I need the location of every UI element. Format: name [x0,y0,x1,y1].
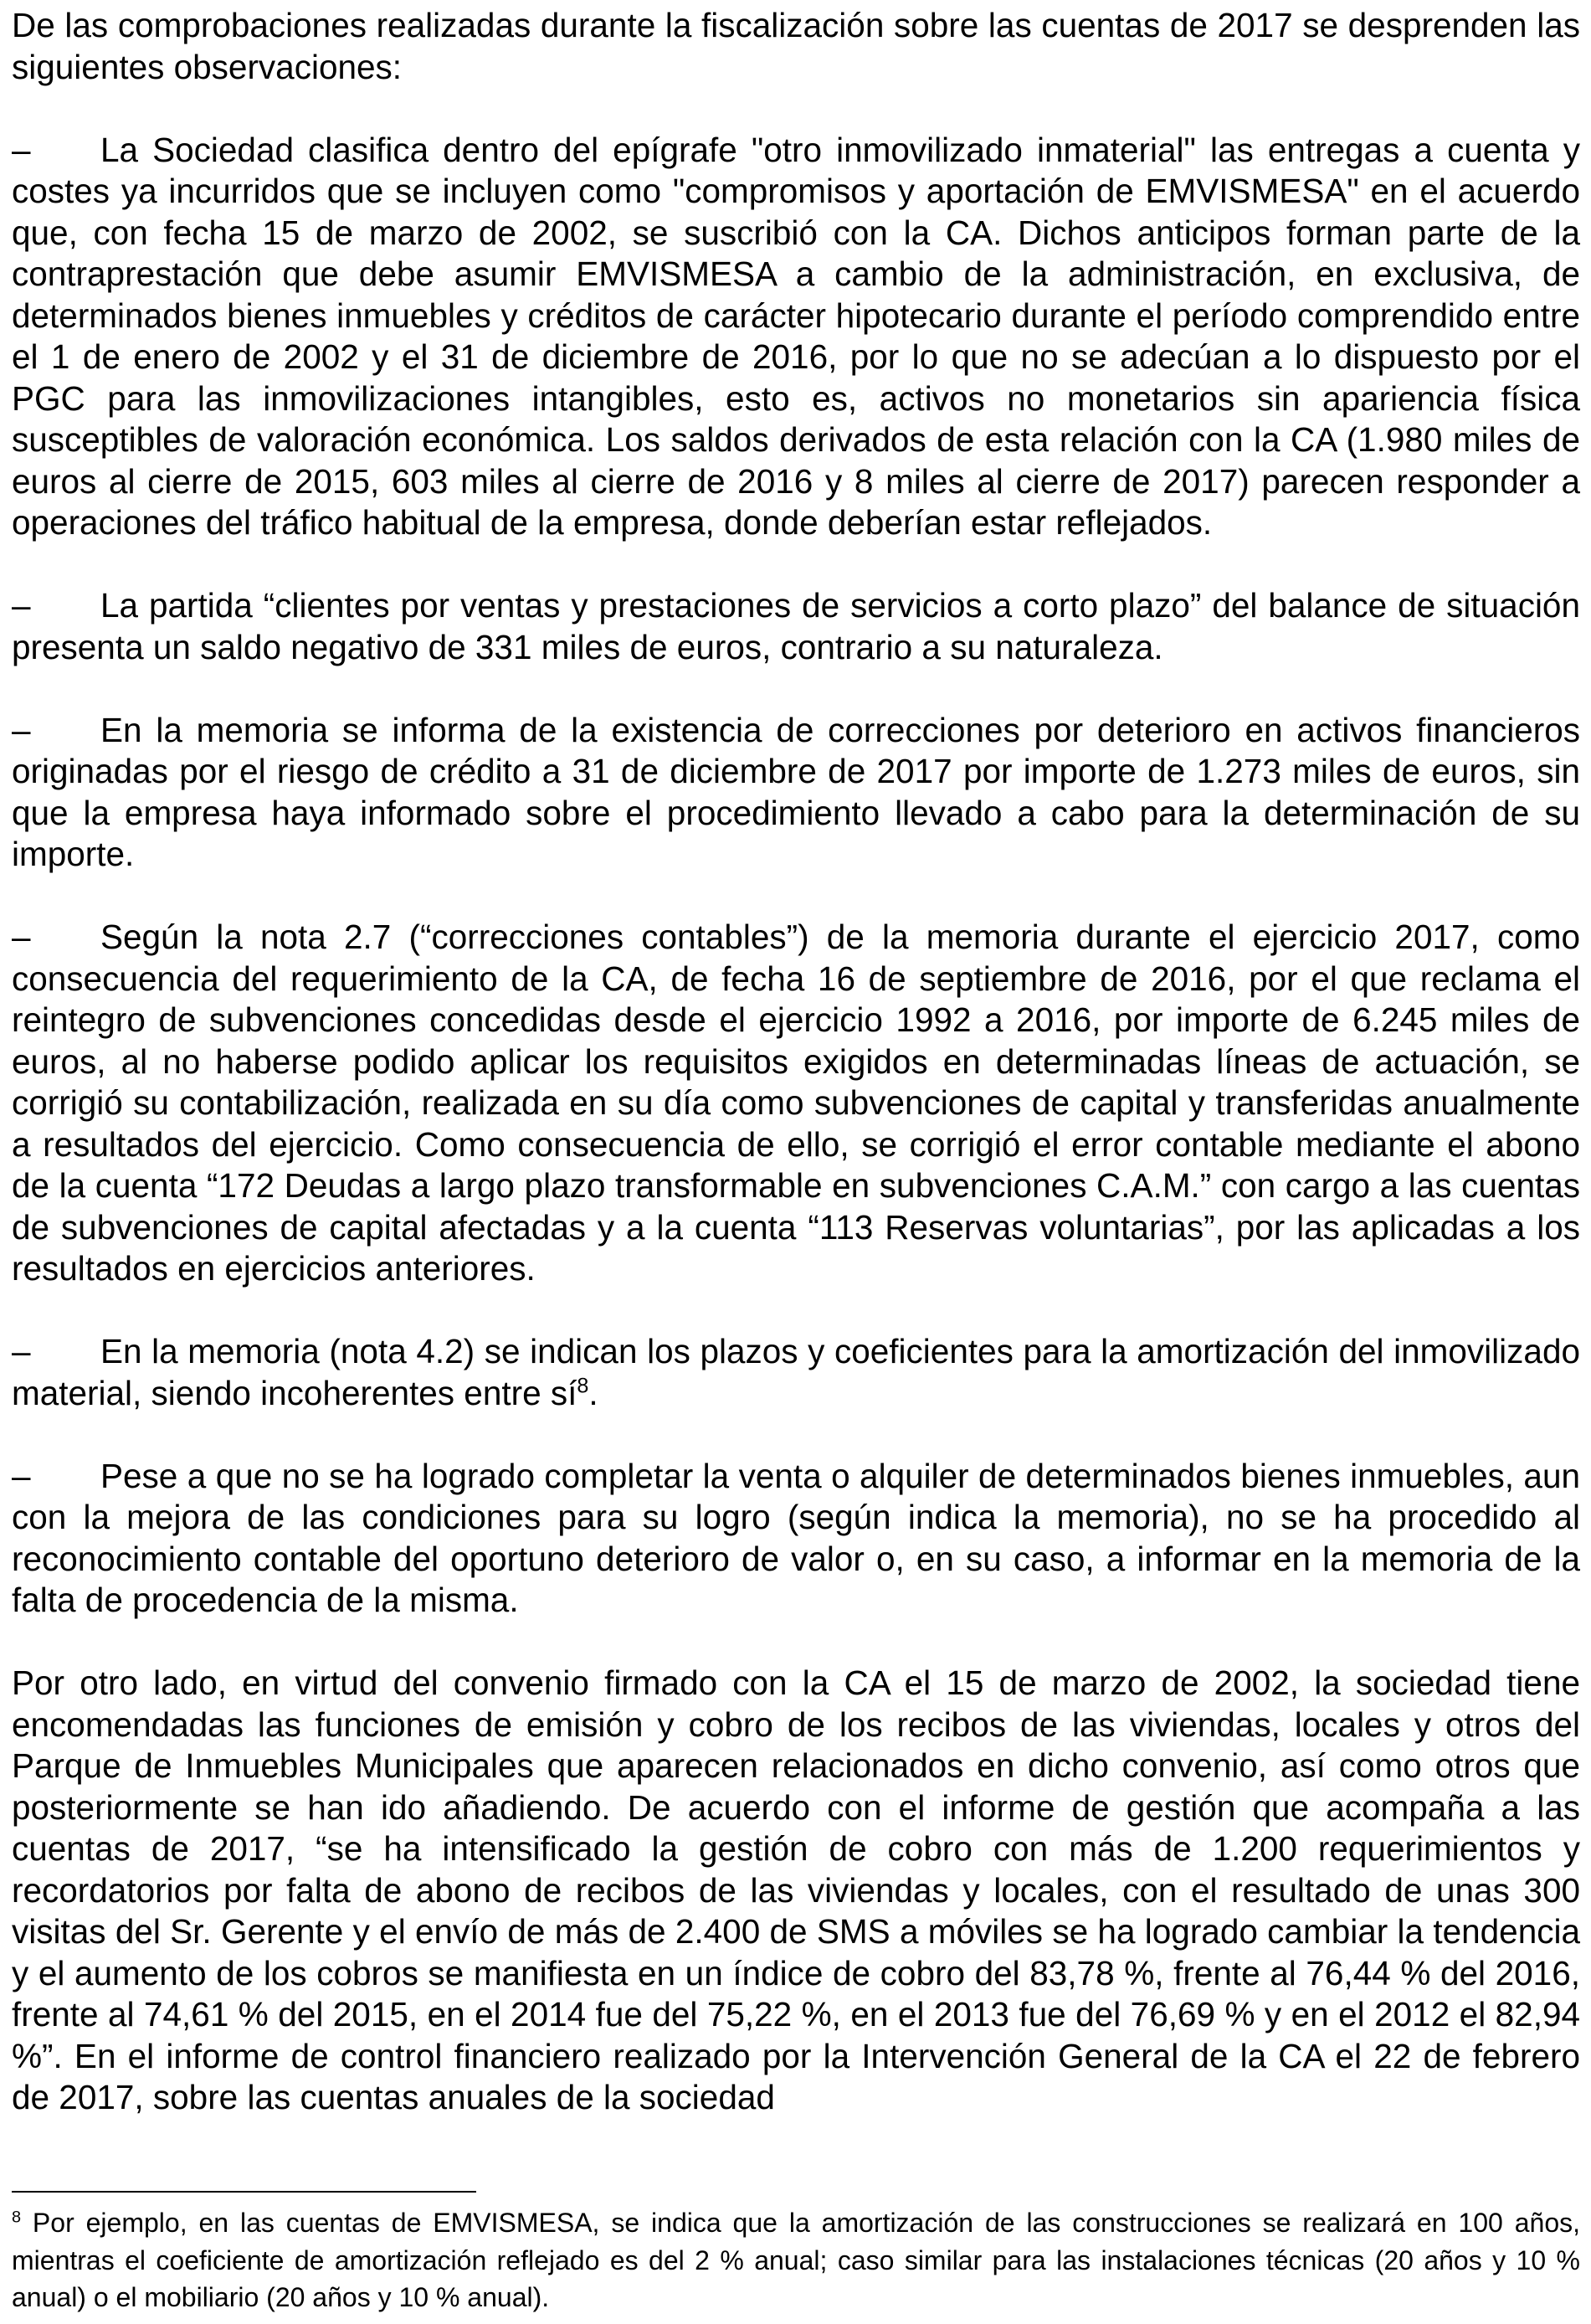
closing-paragraph: Por otro lado, en virtud del convenio firmado con la CA el 15 de marzo de 2002, la sociedad tiene encomendadas las funciones de emisión y cobro de los recibos de las viviendas, locales y otros del Parque de Inmuebles Municipales que aparecen relacionados en dicho convenio, así como otros que posteriormente se han ido añadiendo. De acuerdo con el informe de gestión que acompaña a las cuentas de 2017, “se ha intensificado la gestión de cobro con más de 1.200 requerimientos y recordatorios por falta de abono de recibos de las viviendas y locales, con el resultado de unas 300 visitas del Sr. Gerente y el envío de más de 2.400 de SMS a móviles se ha logrado cambiar la tendencia y el aumento de los cobros se manifiesta en un índice de cobro del 83,78 %, frente al 76,44 % del 2016, frente al 74,61 % del 2015, en el 2014 fue del 75,22 %, en el 2013 fue del 76,69 % y en el 2012 el 82,94 %”. En el informe de control financiero realizado por la Intervención General de la CA el 22 de febrero de 2017, sobre las cuentas anuales de la sociedad [12,1663,1580,2116]
bullet-marker: – [12,1456,31,1495]
bullet-text-4: Según la nota 2.7 (“correcciones contables”) de la memoria durante el ejercicio 2017, como consecuencia del requerimiento de la CA, de fecha 16 de septiembre de 2016, por el que reclama el reintegro de subvenciones concedidas desde el ejercicio 1992 a 2016, por importe de 6.245 miles de euros, al no haberse podido aplicar los requisitos exigidos en determinadas líneas de actuación, se corrigió su contabilización, realizada en su día como subvenciones de capital y transferidas anualmente a resultados del ejercicio. Como consecuencia de ello, se corrigió el error contable mediante el abono de la cuenta “172 Deudas a largo plazo transformable en subvenciones C.A.M.” con cargo a las cuentas de subvenciones de capital afectadas y a la cuenta “113 Reservas voluntarias”, por las aplicadas a los resultados en ejercicios anteriores. [12,918,1580,1288]
bullet-text-3: En la memoria se informa de la existencia de correcciones por deterioro en activos financieros originadas por el riesgo de crédito a 31 de diciembre de 2017 por importe de 1.273 miles de euros, sin que la empresa haya informado sobre el procedimiento llevado a cabo para la determinación de su importe. [12,710,1580,873]
spacer [12,1290,1580,1332]
spacer [12,1622,1580,1663]
bullet-text-2: La partida “clientes por ventas y prestaciones de servicios a corto plazo” del balance de situación presenta un saldo negativo de 331 miles de euros, contrario a su naturaleza. [12,586,1580,666]
bullet-marker: – [12,1332,31,1370]
bullet-text-5-end: . [588,1373,598,1412]
footnote-number: 8 [12,2208,22,2227]
bullet-item-1 [12,130,1580,544]
intro-paragraph: De las comprobaciones realizadas durante la fiscalización sobre las cuentas de 2017 se desprenden las siguientes observaciones: [12,6,1580,86]
bullet-item-4 [12,917,1580,1290]
bullet-item-3 [12,710,1580,876]
spacer [12,876,1580,918]
bullet-marker: – [12,918,31,956]
spacer [12,1414,1580,1456]
footnote-separator [12,2191,476,2193]
spacer [12,668,1580,710]
bullet-item-6 [12,1456,1580,1622]
bullet-item-5 [12,1331,1580,1414]
footnote-body: Por ejemplo, en las cuentas de EMVISMESA, se indica que la amortización de las construcciones se realizará en 100 años, mientras el coeficiente de amortización reflejado es del 2 % anual; caso similar para las instalaciones técnicas (20 años y 10 % anual) o el mobiliario (20 años y 10 % anual). [12,2208,1580,2312]
bullet-text-6: Pese a que no se ha logrado completar la venta o alquiler de determinados bienes inmuebles, aun con la mejora de las condiciones para su logro (según indica la memoria), no se ha procedido al reconocimiento contable del oportuno deterioro de valor o, en su caso, a informar en la memoria de la falta de procedencia de la misma. [12,1456,1580,1619]
footnote-ref: 8 [577,1374,589,1397]
bullet-marker: – [12,710,31,749]
document-body [12,5,1580,2119]
bullet-text-5: En la memoria (nota 4.2) se indican los plazos y coeficientes para la amortización del inmovilizado material, siendo incoherentes entre sí [12,1332,1580,1412]
bullet-marker: – [12,130,31,169]
spacer [12,88,1580,130]
bullet-item-2 [12,585,1580,668]
footnote-text [12,2204,1580,2316]
spacer [12,544,1580,586]
footnote [12,2204,1580,2316]
bullet-text-1: La Sociedad clasifica dentro del epígrafe "otro inmovilizado inmaterial" las entregas a cuenta y costes ya incurridos que se incluyen como "compromisos y aportación de EMVISMESA" en el acuerdo que, con fecha 15 de marzo de 2002, se suscribió con la CA. Dichos anticipos forman parte de la contraprestación que debe asumir EMVISMESA a cambio de la administración, en exclusiva, de determinados bienes inmuebles y créditos de carácter hipotecario durante el período comprendido entre el 1 de enero de 2002 y el 31 de diciembre de 2016, por lo que no se adecúan a lo dispuesto por el PGC para las inmovilizaciones intangibles, esto es, activos no monetarios sin apariencia física susceptibles de valoración económica. Los saldos derivados de esta relación con la CA (1.980 miles de euros al cierre de 2015, 603 miles al cierre de 2016 y 8 miles al cierre de 2017) parecen responder a operaciones del tráfico habitual de la empresa, donde deberían estar reflejados. [12,130,1580,542]
bullet-marker: – [12,586,31,625]
